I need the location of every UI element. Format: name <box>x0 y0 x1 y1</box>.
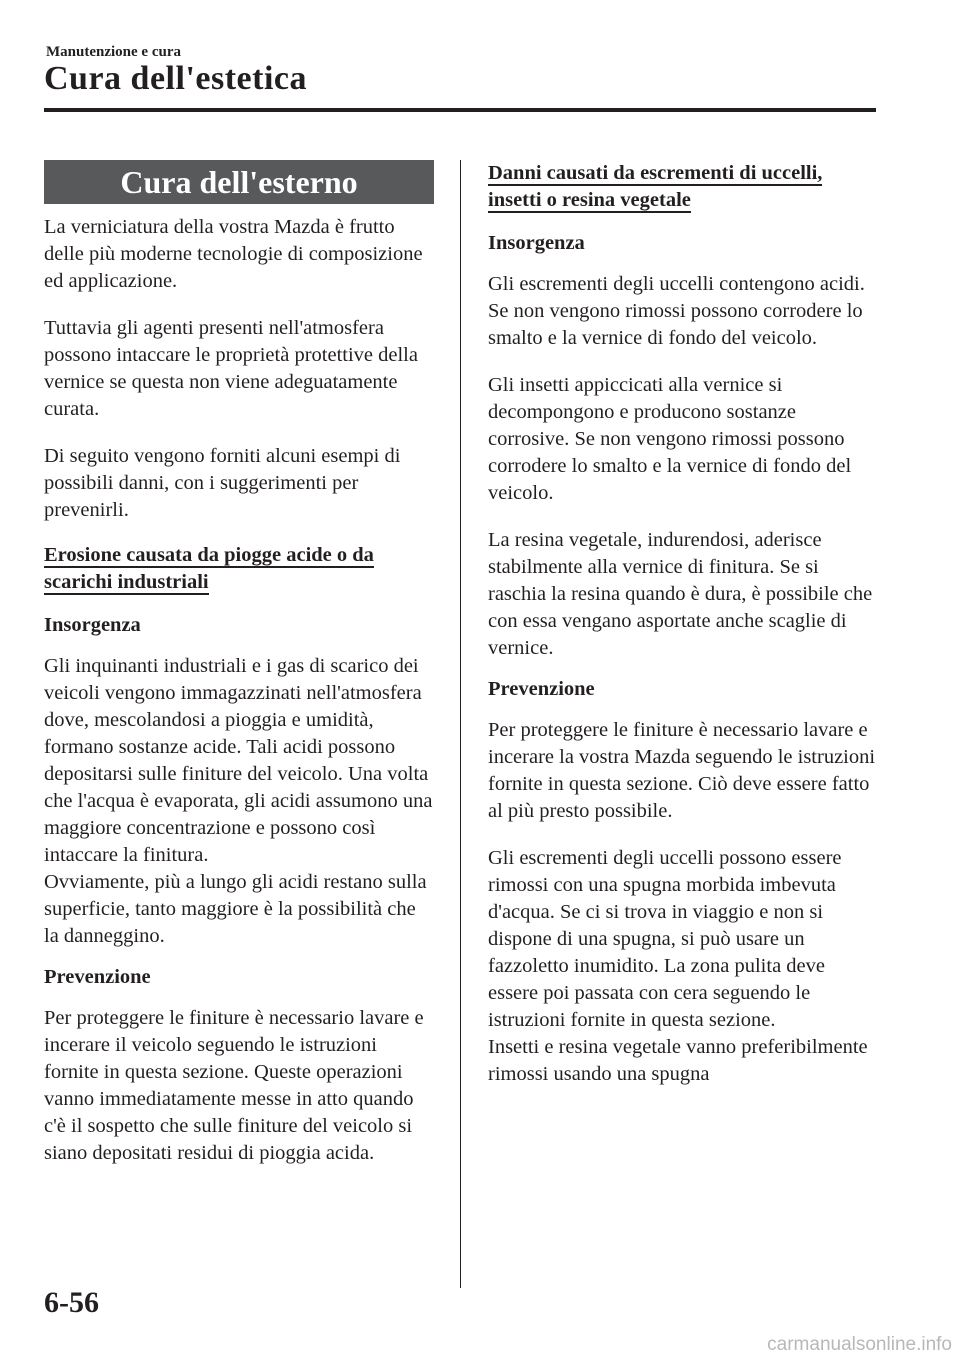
chapter-title: Cura dell'estetica <box>44 60 307 97</box>
acid-rain-prevention-text: Per proteggere le finiture è necessario lavare e incerare il veicolo seguendo le istruzioni fornite in questa sezione. Queste operazioni vanno immediatamente messe in atto quando c'è il sospetto che sulle finiture del veicolo si siano depositati residui di pioggia acida. <box>44 1007 424 1164</box>
left-column <box>44 160 434 1167</box>
droppings-cause-paragraph: Gli escrementi degli uccelli contengono acidi. Se non vengono rimossi possono corrodere lo smalto e la vernice di fondo del veicolo. <box>488 273 865 349</box>
droppings-prevention-paragraph: Gli escrementi degli uccelli possono essere rimossi con una spugna morbida imbevuta d'acqua. Se ci si trova in viaggio e non si dispone di una spugna, si può usare un fazzoletto inumidito. La zona pulita deve essere poi passata con cera seguendo le istruzioni fornite in questa sezione. Insetti e resina vegetale vanno preferibilmente rimossi usando una spugna <box>488 847 868 1085</box>
column-divider <box>460 160 461 1288</box>
acid-rain-cause-text: Gli inquinanti industriali e i gas di scarico dei veicoli vengono immagazzinati nell'atmosfera dove, mescolandosi a pioggia e umidità, formano sostanze acide. Tali acidi possono depositarsi sulle finiture del veicolo. Una volta che l'acqua è evaporata, gli acidi assumono una maggiore concentrazione e possono così intaccare la finitura. Ovviamente, più a lungo gli acidi restano sulla superficie, tanto maggiore è la possibilità che la danneggino. <box>44 655 433 947</box>
intro-paragraph: La verniciatura della vostra Mazda è frutto delle più moderne tecnologie di composizione ed applicazione. <box>44 216 423 292</box>
right-column <box>488 160 878 1088</box>
acid-rain-cause-label: Insorgenza <box>44 614 141 636</box>
intro-paragraph: Di seguito vengono forniti alcuni esempi di possibili danni, con i suggerimenti per prevenirli. <box>44 445 401 521</box>
section-banner: Cura dell'esterno <box>44 160 434 204</box>
droppings-prevention-paragraph: Per proteggere le finiture è necessario lavare e incerare la vostra Mazda seguendo le istruzioni fornite in questa sezione. Ciò deve essere fatto al più presto possibile. <box>488 719 876 822</box>
watermark: carmanualsonline.info <box>767 1334 952 1355</box>
header-rule <box>44 108 876 112</box>
droppings-heading: Danni causati da escrementi di uccelli, insetti o resina vegetale <box>488 162 823 211</box>
droppings-cause-paragraph: Gli insetti appiccicati alla vernice si decompongono e producono sostanze corrosive. Se non vengono rimossi possono corrodere lo smalto e la vernice di fondo del veicolo. <box>488 374 852 504</box>
breadcrumb: Manutenzione e cura <box>46 44 181 60</box>
droppings-cause-paragraph: La resina vegetale, indurendosi, aderisce stabilmente alla vernice di finitura. Se si raschia la resina quando è dura, è possibile che con essa vengano asportate anche scaglie di vernice. <box>488 529 873 659</box>
droppings-prevention-label: Prevenzione <box>488 678 595 700</box>
acid-rain-prevention-label: Prevenzione <box>44 966 151 988</box>
page-number: 6-56 <box>44 1286 99 1319</box>
intro-paragraph: Tuttavia gli agenti presenti nell'atmosfera possono intaccare le proprietà protettive della vernice se questa non viene adeguatamente curata. <box>44 317 418 420</box>
droppings-cause-label: Insorgenza <box>488 232 585 254</box>
acid-rain-heading: Erosione causata da piogge acide o da scarichi industriali <box>44 544 374 593</box>
